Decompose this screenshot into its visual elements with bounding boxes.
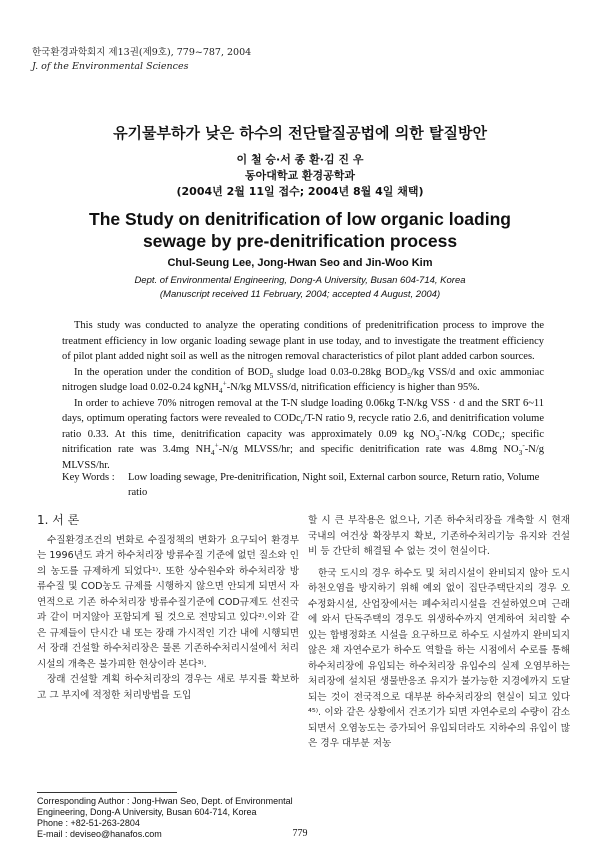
received-english: (Manuscript received 11 February, 2004; accepted 4 August, 2004) [159,289,441,300]
body-column-right [308,513,570,752]
intro-paragraph-2: 장래 건설할 계획 하수처리장의 경우는 새로 부지를 확보하고 그 부지에 적정한 처리방법을 도입 [37,674,299,701]
page-number: 779 [292,828,308,839]
email: E-mail : deviseo@hanafos.com [37,829,162,839]
section-heading-intro: 1. 서 론 [37,513,80,527]
keywords-text: Low loading sewage, Pre-denitrification, Night soil, External carbon source, Return ratio, Volume ratio [128,472,540,498]
authors-english: Chul-Seung Lee, Jong-Hwan Seo and Jin-Woo Kim [167,257,433,269]
title-korean: 유기물부하가 낮은 하수의 전단탈질공법에 의한 탈질방안 [113,124,487,142]
title-english-line2: sewage by pre-denitrification process [142,231,458,251]
abstract-paragraph-2: In the operation under the condition of $BOD_5$ sludge load 0.03-0.28kg $BOD_5/kg$ VSS/d and oxic ammoniac nitrogen sludge load 0.02-0.24 kgNH$_4$+-N/kg MLVSS/d, nitrification efficiency is higher than 95%. [62,366,544,396]
intro-paragraph-3: 할 시 큰 부작용은 없으나, 기존 하수처리장을 개축할 시 현재 국내의 여건상 확장부지 확보, 기존하수처리기능 유지와 건설비 등 간단히 해결될 수 없는 것이 현실이다. [308,515,570,557]
journal-name: J. of the Environmental Sciences [32,61,189,72]
intro-paragraph-4: 한국 도시의 경우 하수도 및 처리시설이 완비되지 않아 도시하천오염을 방지하기 위해 예외 없이 집단주택단지의 경우 오수정화시설, 산업장에서는 폐수처리시설을 건설하였으며 근래에 와서 단독주택의 경우도 위생하수까지 연계하여 처리할 수 있는 합병정화조 시설을 요구하므로 하수도 시설까지 완비되지 않은 채 자연수로가 하수도 역할을 하는 시점에서 수로를 통해 하수처리장에 유입되는 하수처리장 유입수의 실제 오염부하는 처리장에 설치된 생물반응조 유지가 불가능한 지경에까지 도달되는 것이 전국적으로 대부분 하수처리장의 현실이 되고 있다⁴⁵⁾. 이와 같은 상황에서 건조기가 되면 자연수로의 수량이 감소되면서 오염농도는 증가되어 유입되더라도 지하수의 유입이 많은 경우 대부분 저농 [308,567,570,749]
authors-korean: 이 철 승·서 종 환·김 진 우 [236,153,364,166]
abstract-paragraph-1: This study was conducted to analyze the operating conditions of predenitrification process to improve the treatment efficiency in low organic loading sewage plant in use today, and to investigate the treatment efficiency of pilot plant added night soil as well as the nitrogen removal characteristics of pilot plant added carbon sources. [62,320,544,362]
phone: Phone : +82-51-263-2804 [37,818,140,828]
footnote-divider [37,792,177,793]
body-column-left [37,513,299,703]
corresponding-author: Corresponding Author : Jong-Hwan Seo, Dept. of Environmental Engineering, Dong-A University, Busan 604-714, Korea [37,796,293,817]
affiliation-english-block [0,274,600,302]
abstract [62,318,544,473]
intro-paragraph-1: 수질환경조건의 변화로 수질정책의 변화가 요구되어 환경부는 1996년도 과거 하수처리장 방류수질 기준에 없던 질소와 인의 농도를 규제하게 되었다¹⁾. 또한 상수원수와 하수처리장 방류수질 및 COD농도 규제를 시행하지 않으면 안되게 되면서 자연적으로 기존 하수처리장 방류수질기준에 COD규제도 선진국과 같이 머지않아 포함되게 될 것으로 전망되고 있다²⁾.이와 같은 규제들이 단시간 내 또는 장래 가시적인 기간 내에 시행되면서 장래 건설할 하수처리장은 물론 기존하수처리시설에서 처리시설의 개축은 불가피한 현상이라 본다³⁾. [37,534,299,670]
keywords [62,470,544,500]
journal-info [32,46,251,74]
authors-korean-block [0,152,600,200]
affiliation-korean: 동아대학교 환경공학과 [244,169,356,182]
received-korean: (2004년 2월 11일 접수; 2004년 8월 4일 채택) [176,185,424,198]
abstract-paragraph-3: In order to achieve 70% nitrogen removal at the T-N sludge loading 0.06kg T-N/kg VSS · d and the SRT 6~11 days, optimum operating factors were revealed to CODc$_r$/T-N ratio 9, recycle ratio 2.6, and denitrification volume ratio 0.33. At this time, denitrification capacity was approximately 0.09 kg $NO_3^--N/kg$ CODc$_r$; specific nitrification rate was 3.4mg $NH_4^+-N/g$ MLVSS/hr; and specific denitrification rate was 4.8mg $NO_3^--N/g$ MLVSS/hr. [62,397,545,471]
title-english [0,208,600,252]
affiliation-english: Dept. of Environmental Engineering, Dong-A University, Busan 604-714, Korea [134,275,466,286]
title-english-line1: The Study on denitrification of low organic loading [89,209,511,229]
journal-citation: 한국환경과학회지 제13권(제9호), 779~787, 2004 [32,47,252,58]
keywords-label: Key Words : [62,472,115,483]
